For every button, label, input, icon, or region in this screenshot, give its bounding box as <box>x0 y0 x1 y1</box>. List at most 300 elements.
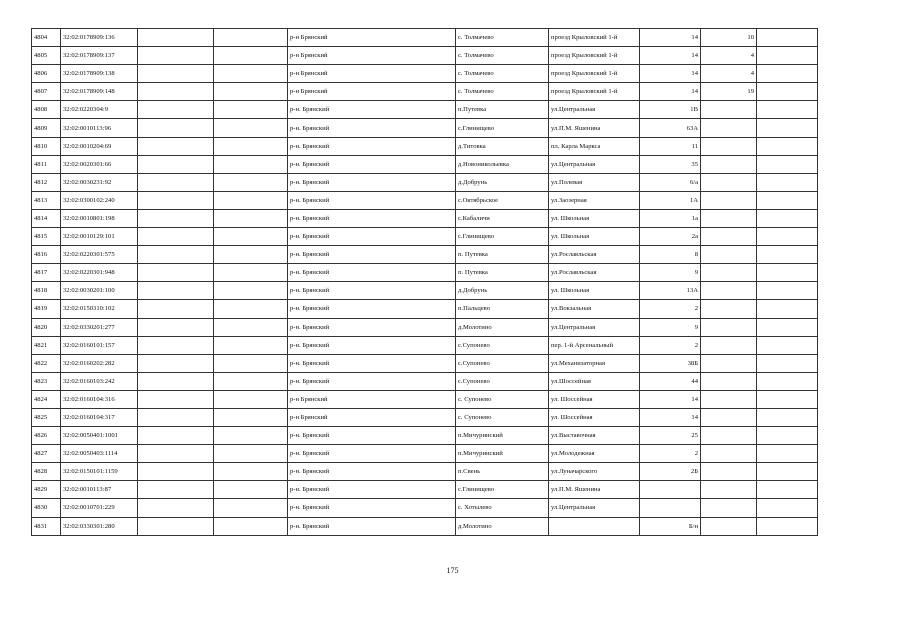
row-number-cell: 4804 <box>32 29 61 47</box>
apartment-number-cell <box>701 300 757 318</box>
empty-cell <box>214 173 288 191</box>
settlement-cell: с. Толмачево <box>456 29 549 47</box>
settlement-cell: п.Мичуринский <box>456 427 549 445</box>
apartment-number-cell: 4 <box>701 47 757 65</box>
settlement-cell: с.Супонево <box>456 372 549 390</box>
table-row <box>32 119 818 137</box>
row-number-cell: 4810 <box>32 137 61 155</box>
row-number-cell: 4825 <box>32 408 61 426</box>
house-number-cell: 2 <box>640 445 701 463</box>
street-cell: пер. 1-й Арсенальный <box>549 336 640 354</box>
street-cell: ул. Шоссейная <box>549 390 640 408</box>
settlement-cell: с.Супонево <box>456 354 549 372</box>
empty-cell <box>138 137 214 155</box>
empty-cell <box>138 155 214 173</box>
apartment-number-cell <box>701 445 757 463</box>
table-row <box>32 517 818 535</box>
cadastral-number-cell: 32:02:0160202:282 <box>61 354 138 372</box>
empty-cell <box>138 408 214 426</box>
empty-cell <box>138 463 214 481</box>
apartment-number-cell <box>701 481 757 499</box>
row-number-cell: 4813 <box>32 191 61 209</box>
cadastral-number-cell: 32:02:0010113:87 <box>61 481 138 499</box>
district-cell: р-н. Брянский <box>288 481 456 499</box>
street-cell: ул.Луначарского <box>549 463 640 481</box>
apartment-number-cell <box>701 318 757 336</box>
table-row <box>32 390 818 408</box>
empty-cell <box>214 318 288 336</box>
cadastral-number-cell: 32:02:0010113:96 <box>61 119 138 137</box>
street-cell: ул.П.М. Яшенина <box>549 119 640 137</box>
empty-cell <box>757 300 818 318</box>
row-number-cell: 4826 <box>32 427 61 445</box>
empty-cell <box>138 372 214 390</box>
cadastral-number-cell: 32:02:0020301:66 <box>61 155 138 173</box>
apartment-number-cell <box>701 372 757 390</box>
cadastral-number-cell: 32:02:0178909:148 <box>61 83 138 101</box>
settlement-cell: с.Супонево <box>456 336 549 354</box>
house-number-cell: 9 <box>640 264 701 282</box>
settlement-cell: с.Глинищево <box>456 228 549 246</box>
street-cell: ул.Центральная <box>549 318 640 336</box>
empty-cell <box>138 282 214 300</box>
table-row <box>32 336 818 354</box>
cadastral-number-cell: 32:02:0030201:100 <box>61 282 138 300</box>
table-row <box>32 499 818 517</box>
empty-cell <box>138 191 214 209</box>
apartment-number-cell <box>701 390 757 408</box>
apartment-number-cell <box>701 336 757 354</box>
settlement-cell: с. Супонево <box>456 408 549 426</box>
settlement-cell: п.Пальцево <box>456 300 549 318</box>
house-number-cell: 14 <box>640 29 701 47</box>
settlement-cell: п.Путевка <box>456 101 549 119</box>
street-cell: ул. Школьная <box>549 228 640 246</box>
row-number-cell: 4831 <box>32 517 61 535</box>
row-number-cell: 4824 <box>32 390 61 408</box>
table-row <box>32 155 818 173</box>
house-number-cell: 2 <box>640 336 701 354</box>
district-cell: р-н. Брянский <box>288 517 456 535</box>
empty-cell <box>214 119 288 137</box>
empty-cell <box>138 29 214 47</box>
empty-cell <box>757 354 818 372</box>
house-number-cell: 38Б <box>640 354 701 372</box>
house-number-cell: 14 <box>640 390 701 408</box>
apartment-number-cell <box>701 228 757 246</box>
register-table <box>31 28 818 536</box>
house-number-cell: 14 <box>640 408 701 426</box>
house-number-cell: 6/а <box>640 173 701 191</box>
empty-cell <box>757 481 818 499</box>
cadastral-number-cell: 32:02:0150101:1159 <box>61 463 138 481</box>
empty-cell <box>757 408 818 426</box>
apartment-number-cell <box>701 209 757 227</box>
register-table-body <box>32 29 818 536</box>
empty-cell <box>757 29 818 47</box>
empty-cell <box>757 209 818 227</box>
row-number-cell: 4817 <box>32 264 61 282</box>
settlement-cell: с. Толмачево <box>456 65 549 83</box>
apartment-number-cell <box>701 427 757 445</box>
page-number: 175 <box>446 566 459 575</box>
street-cell: ул. Шоссейная <box>549 408 640 426</box>
empty-cell <box>138 65 214 83</box>
empty-cell <box>214 499 288 517</box>
street-cell: ул.Молодежная <box>549 445 640 463</box>
apartment-number-cell <box>701 282 757 300</box>
table-row <box>32 427 818 445</box>
apartment-number-cell <box>701 354 757 372</box>
empty-cell <box>138 228 214 246</box>
table-row <box>32 354 818 372</box>
district-cell: р-н. Брянский <box>288 101 456 119</box>
street-cell: ул.Центральная <box>549 155 640 173</box>
row-number-cell: 4809 <box>32 119 61 137</box>
district-cell: р-н Брянский <box>288 47 456 65</box>
cadastral-number-cell: 32:02:0300102:240 <box>61 191 138 209</box>
house-number-cell: 14 <box>640 47 701 65</box>
empty-cell <box>214 228 288 246</box>
district-cell: р-н Брянский <box>288 83 456 101</box>
cadastral-number-cell: 32:02:0220301:948 <box>61 264 138 282</box>
table-row <box>32 101 818 119</box>
cadastral-number-cell: 32:02:0220301:575 <box>61 246 138 264</box>
house-number-cell: 63А <box>640 119 701 137</box>
street-cell <box>549 517 640 535</box>
cadastral-number-cell: 32:02:0330201:277 <box>61 318 138 336</box>
street-cell: проезд Крыловский 1-й <box>549 47 640 65</box>
empty-cell <box>214 372 288 390</box>
apartment-number-cell: 4 <box>701 65 757 83</box>
street-cell: проезд Крыловский 1-й <box>549 29 640 47</box>
street-cell: ул.Центральная <box>549 101 640 119</box>
empty-cell <box>757 47 818 65</box>
empty-cell <box>138 318 214 336</box>
empty-cell <box>214 445 288 463</box>
apartment-number-cell <box>701 463 757 481</box>
cadastral-number-cell: 32:02:0330301:280 <box>61 517 138 535</box>
empty-cell <box>214 83 288 101</box>
table-row <box>32 137 818 155</box>
settlement-cell: п.Мичуринский <box>456 445 549 463</box>
settlement-cell: п. Путевка <box>456 264 549 282</box>
empty-cell <box>138 517 214 535</box>
cadastral-number-cell: 32:02:0178909:136 <box>61 29 138 47</box>
district-cell: р-н Брянский <box>288 29 456 47</box>
apartment-number-cell <box>701 517 757 535</box>
empty-cell <box>138 354 214 372</box>
house-number-cell: 14 <box>640 65 701 83</box>
house-number-cell: 9 <box>640 318 701 336</box>
empty-cell <box>214 101 288 119</box>
table-row <box>32 481 818 499</box>
house-number-cell: 13А <box>640 282 701 300</box>
empty-cell <box>757 517 818 535</box>
settlement-cell: д.Молотино <box>456 318 549 336</box>
cadastral-number-cell: 32:02:0160104:316 <box>61 390 138 408</box>
apartment-number-cell <box>701 155 757 173</box>
apartment-number-cell <box>701 137 757 155</box>
row-number-cell: 4822 <box>32 354 61 372</box>
row-number-cell: 4806 <box>32 65 61 83</box>
table-row <box>32 408 818 426</box>
district-cell: р-н. Брянский <box>288 300 456 318</box>
apartment-number-cell <box>701 499 757 517</box>
empty-cell <box>214 463 288 481</box>
house-number-cell: 8 <box>640 246 701 264</box>
house-number-cell: 1А <box>640 191 701 209</box>
row-number-cell: 4818 <box>32 282 61 300</box>
street-cell: ул.Заозерная <box>549 191 640 209</box>
table-row <box>32 209 818 227</box>
empty-cell <box>757 427 818 445</box>
street-cell: ул. Школьная <box>549 282 640 300</box>
apartment-number-cell <box>701 264 757 282</box>
apartment-number-cell <box>701 119 757 137</box>
settlement-cell: с.Глинищево <box>456 119 549 137</box>
row-number-cell: 4811 <box>32 155 61 173</box>
apartment-number-cell <box>701 173 757 191</box>
empty-cell <box>757 228 818 246</box>
table-row <box>32 463 818 481</box>
house-number-cell: 2 <box>640 300 701 318</box>
settlement-cell: д.Молотино <box>456 517 549 535</box>
cadastral-number-cell: 32:02:0160101:157 <box>61 336 138 354</box>
empty-cell <box>757 282 818 300</box>
street-cell: ул.Вокзальная <box>549 300 640 318</box>
cadastral-number-cell: 32:02:0030231:92 <box>61 173 138 191</box>
street-cell: ул.Выставочная <box>549 427 640 445</box>
empty-cell <box>757 445 818 463</box>
empty-cell <box>757 155 818 173</box>
empty-cell <box>757 173 818 191</box>
apartment-number-cell: 19 <box>701 83 757 101</box>
street-cell: ул.Рославльская <box>549 264 640 282</box>
apartment-number-cell <box>701 246 757 264</box>
cadastral-number-cell: 32:02:0160104:317 <box>61 408 138 426</box>
street-cell: проезд Крыловский 1-й <box>549 83 640 101</box>
settlement-cell: п. Путевка <box>456 246 549 264</box>
table-row <box>32 445 818 463</box>
cadastral-number-cell: 32:02:0150310:102 <box>61 300 138 318</box>
empty-cell <box>757 264 818 282</box>
street-cell: ул.Полевая <box>549 173 640 191</box>
house-number-cell <box>640 481 701 499</box>
district-cell: р-н. Брянский <box>288 246 456 264</box>
empty-cell <box>138 47 214 65</box>
cadastral-number-cell: 32:02:0178909:138 <box>61 65 138 83</box>
district-cell: р-н. Брянский <box>288 282 456 300</box>
district-cell: р-н. Брянский <box>288 499 456 517</box>
cadastral-number-cell: 32:02:0010204:69 <box>61 137 138 155</box>
row-number-cell: 4829 <box>32 481 61 499</box>
settlement-cell: с. Толмачево <box>456 83 549 101</box>
settlement-cell: с.Октябрьское <box>456 191 549 209</box>
street-cell: ул.Механизаторная <box>549 354 640 372</box>
cadastral-number-cell: 32:02:0178909:137 <box>61 47 138 65</box>
empty-cell <box>138 173 214 191</box>
street-cell: ул.Шоссейная <box>549 372 640 390</box>
district-cell: р-н. Брянский <box>288 427 456 445</box>
cadastral-number-cell: 32:02:0010129:101 <box>61 228 138 246</box>
empty-cell <box>757 246 818 264</box>
apartment-number-cell <box>701 408 757 426</box>
district-cell: р-н. Брянский <box>288 336 456 354</box>
empty-cell <box>214 65 288 83</box>
district-cell: р-н. Брянский <box>288 445 456 463</box>
settlement-cell: с.Глинищево <box>456 481 549 499</box>
district-cell: р-н. Брянский <box>288 264 456 282</box>
empty-cell <box>757 336 818 354</box>
settlement-cell: п.Свень <box>456 463 549 481</box>
district-cell: р-н Брянский <box>288 390 456 408</box>
district-cell: р-н. Брянский <box>288 173 456 191</box>
district-cell: р-н Брянский <box>288 408 456 426</box>
empty-cell <box>138 499 214 517</box>
empty-cell <box>757 390 818 408</box>
district-cell: р-н. Брянский <box>288 463 456 481</box>
row-number-cell: 4819 <box>32 300 61 318</box>
empty-cell <box>757 65 818 83</box>
cadastral-number-cell: 32:02:0050403:1114 <box>61 445 138 463</box>
house-number-cell: 11 <box>640 137 701 155</box>
settlement-cell: д.Новоникольевка <box>456 155 549 173</box>
empty-cell <box>138 427 214 445</box>
empty-cell <box>214 336 288 354</box>
empty-cell <box>757 499 818 517</box>
street-cell: пл. Карла Маркса <box>549 137 640 155</box>
row-number-cell: 4814 <box>32 209 61 227</box>
empty-cell <box>138 101 214 119</box>
row-number-cell: 4807 <box>32 83 61 101</box>
row-number-cell: 4815 <box>32 228 61 246</box>
district-cell: р-н. Брянский <box>288 155 456 173</box>
settlement-cell: д.Добрунь <box>456 173 549 191</box>
street-cell: ул. Школьная <box>549 209 640 227</box>
cadastral-number-cell: 32:02:0050401:1001 <box>61 427 138 445</box>
table-row <box>32 264 818 282</box>
cadastral-number-cell: 32:02:0220304:9 <box>61 101 138 119</box>
empty-cell <box>138 336 214 354</box>
settlement-cell: д.Добрунь <box>456 282 549 300</box>
settlement-cell: с. Хотылево <box>456 499 549 517</box>
district-cell: р-н. Брянский <box>288 119 456 137</box>
house-number-cell: 1а <box>640 209 701 227</box>
house-number-cell: 35 <box>640 155 701 173</box>
row-number-cell: 4812 <box>32 173 61 191</box>
street-cell: ул.Рославльская <box>549 246 640 264</box>
table-row <box>32 47 818 65</box>
row-number-cell: 4828 <box>32 463 61 481</box>
table-row <box>32 228 818 246</box>
empty-cell <box>214 390 288 408</box>
empty-cell <box>757 83 818 101</box>
row-number-cell: 4830 <box>32 499 61 517</box>
settlement-cell: д.Титовка <box>456 137 549 155</box>
settlement-cell: с. Толмачево <box>456 47 549 65</box>
house-number-cell: 14 <box>640 83 701 101</box>
settlement-cell: с.Кабаличи <box>456 209 549 227</box>
empty-cell <box>757 372 818 390</box>
empty-cell <box>757 137 818 155</box>
empty-cell <box>214 354 288 372</box>
empty-cell <box>214 191 288 209</box>
district-cell: р-н. Брянский <box>288 191 456 209</box>
house-number-cell: 25 <box>640 427 701 445</box>
empty-cell <box>138 264 214 282</box>
row-number-cell: 4820 <box>32 318 61 336</box>
table-row <box>32 65 818 83</box>
row-number-cell: 4821 <box>32 336 61 354</box>
district-cell: р-н. Брянский <box>288 318 456 336</box>
settlement-cell: с. Супонево <box>456 390 549 408</box>
empty-cell <box>214 137 288 155</box>
empty-cell <box>757 191 818 209</box>
table-row <box>32 173 818 191</box>
apartment-number-cell: 10 <box>701 29 757 47</box>
table-row <box>32 282 818 300</box>
row-number-cell: 4805 <box>32 47 61 65</box>
empty-cell <box>214 47 288 65</box>
cadastral-number-cell: 32:02:0160103:242 <box>61 372 138 390</box>
street-cell: ул.П.М. Яшенина <box>549 481 640 499</box>
district-cell: р-н. Брянский <box>288 372 456 390</box>
empty-cell <box>138 390 214 408</box>
table-row <box>32 29 818 47</box>
empty-cell <box>138 445 214 463</box>
empty-cell <box>757 463 818 481</box>
table-row <box>32 318 818 336</box>
row-number-cell: 4816 <box>32 246 61 264</box>
empty-cell <box>138 300 214 318</box>
row-number-cell: 4823 <box>32 372 61 390</box>
apartment-number-cell <box>701 191 757 209</box>
empty-cell <box>757 318 818 336</box>
cadastral-number-cell: 32:02:0010801:198 <box>61 209 138 227</box>
empty-cell <box>214 155 288 173</box>
table-row <box>32 191 818 209</box>
empty-cell <box>214 517 288 535</box>
empty-cell <box>214 246 288 264</box>
row-number-cell: 4808 <box>32 101 61 119</box>
empty-cell <box>214 481 288 499</box>
district-cell: р-н. Брянский <box>288 354 456 372</box>
empty-cell <box>138 246 214 264</box>
district-cell: р-н. Брянский <box>288 209 456 227</box>
district-cell: р-н. Брянский <box>288 228 456 246</box>
empty-cell <box>214 282 288 300</box>
house-number-cell: 2а <box>640 228 701 246</box>
street-cell: проезд Крыловский 1-й <box>549 65 640 83</box>
cadastral-number-cell: 32:02:0010701:229 <box>61 499 138 517</box>
house-number-cell: Б/н <box>640 517 701 535</box>
house-number-cell: 2Б <box>640 463 701 481</box>
house-number-cell: 1В <box>640 101 701 119</box>
empty-cell <box>138 83 214 101</box>
table-row <box>32 372 818 390</box>
table-row <box>32 246 818 264</box>
table-row <box>32 83 818 101</box>
empty-cell <box>138 209 214 227</box>
apartment-number-cell <box>701 101 757 119</box>
empty-cell <box>214 427 288 445</box>
empty-cell <box>757 119 818 137</box>
empty-cell <box>214 209 288 227</box>
district-cell: р-н Брянский <box>288 65 456 83</box>
row-number-cell: 4827 <box>32 445 61 463</box>
street-cell: ул.Центральная <box>549 499 640 517</box>
